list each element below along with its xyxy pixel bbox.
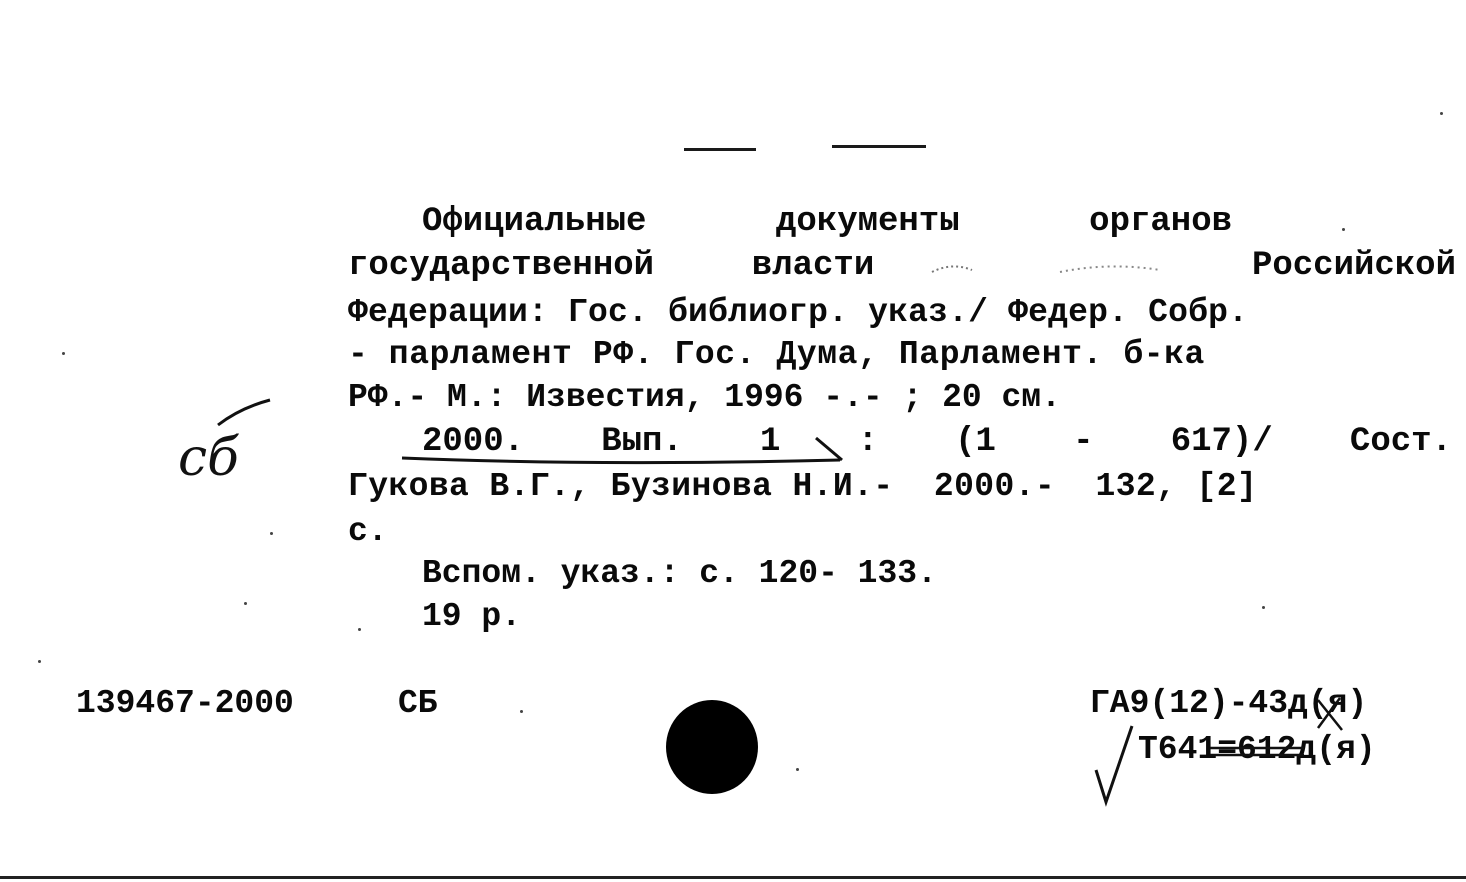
class-code-2: Т641=612д(я): [1138, 731, 1376, 768]
speck: [358, 628, 361, 631]
body-line-7: Гукова В.Г., Бузинова Н.И.- 2000.- 132, [2]: [348, 468, 1258, 505]
smudge: [1060, 266, 1160, 272]
word: (1: [955, 423, 996, 461]
word: 2000.: [422, 423, 525, 461]
speck: [1440, 112, 1443, 115]
speck: [244, 602, 247, 605]
note-line: Вспом. указ.: с. 120- 133.: [422, 555, 937, 592]
word: 1: [760, 423, 781, 461]
body-line-8: с.: [348, 513, 388, 550]
word: Сост.: [1349, 423, 1452, 461]
inventory-number: 139467-2000: [76, 685, 294, 722]
body-line-5: РФ.- М.: Известия, 1996 -.- ; 20 см.: [348, 379, 1061, 416]
word: власти: [751, 247, 875, 285]
body-line-4: - парламент РФ. Гос. Дума, Парламент. б-ка: [348, 336, 1205, 373]
word: 617)/: [1170, 423, 1273, 461]
speck: [520, 710, 523, 713]
body-line-3: Федерации: Гос. библиогр. указ./ Федер. Собр.: [348, 294, 1249, 331]
speck: [62, 352, 65, 355]
card-bottom-edge: [0, 876, 1466, 879]
speck: [1262, 606, 1265, 609]
pen-arrow: [816, 438, 842, 460]
word: Российской: [1251, 247, 1456, 285]
speck: [270, 532, 273, 535]
word: :: [857, 423, 878, 461]
digit-cross-icon: [1318, 698, 1342, 730]
collection-code: СБ: [398, 685, 438, 722]
price-line: 19 р.: [422, 598, 522, 635]
word: органов: [1089, 203, 1232, 241]
class-code-1: ГА9(12)-43д(я): [1090, 685, 1368, 722]
check-mark-icon: [1096, 726, 1132, 802]
handwritten-note: сб: [178, 428, 239, 488]
word: государственной: [348, 247, 655, 285]
speck: [796, 768, 799, 771]
word: документы: [775, 203, 960, 241]
word: Вып.: [601, 423, 683, 461]
speck: [1342, 228, 1345, 231]
pen-underline: [402, 458, 840, 463]
speck: [38, 660, 41, 663]
word: -: [1073, 423, 1094, 461]
word: Официальные: [422, 203, 647, 241]
smudge: [932, 266, 972, 272]
pen-note-stroke: [218, 400, 270, 425]
